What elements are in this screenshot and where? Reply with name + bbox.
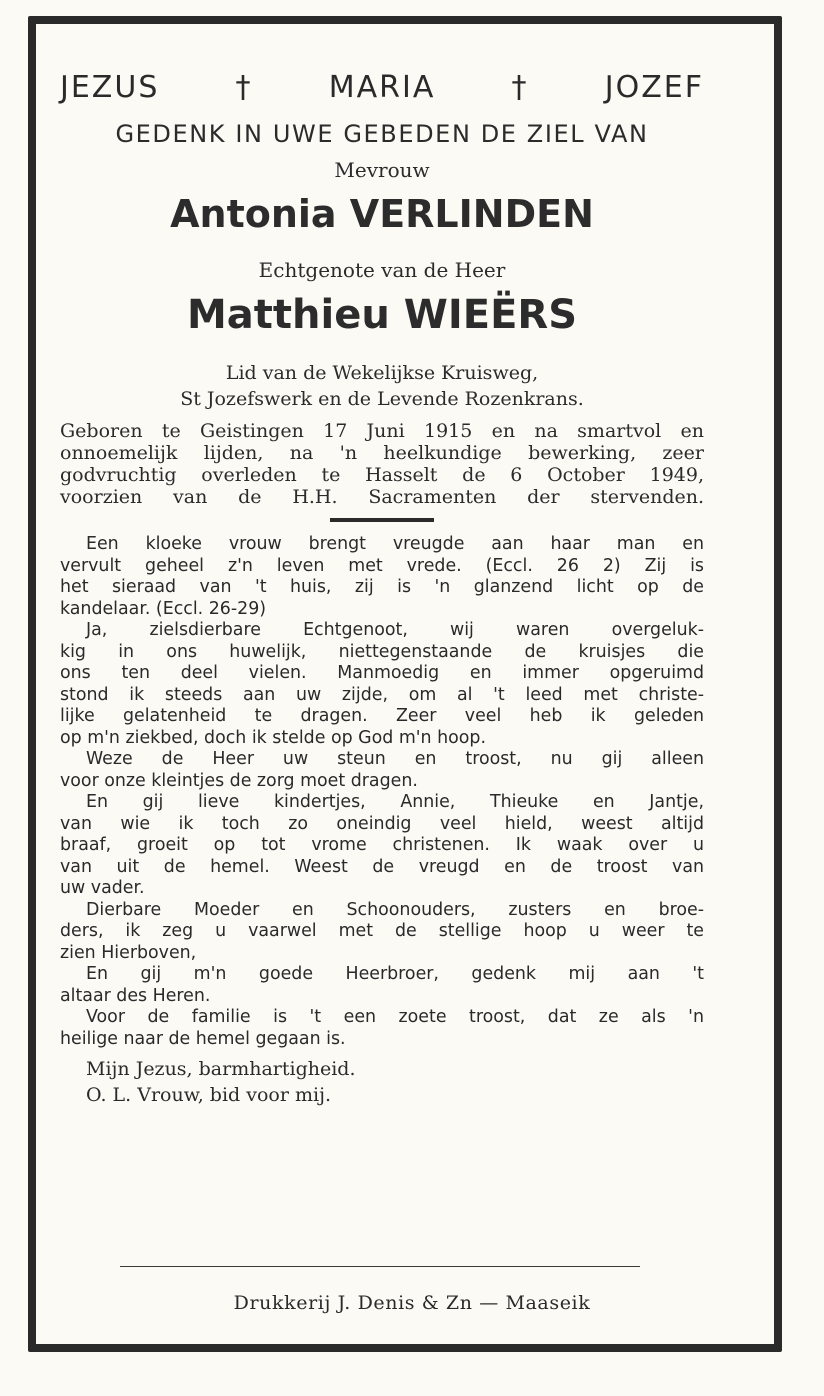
text-line: Weze de Heer uw steun en troost, nu gij alleen xyxy=(86,749,704,769)
cross-icon: † xyxy=(511,70,529,105)
birth-death-line: Geboren te Geistingen 17 Juni 1915 en na smartvol en xyxy=(60,420,704,442)
membership-line: St Jozefswerk en de Levende Rozenkrans. xyxy=(180,388,584,410)
footer-rule xyxy=(120,1266,640,1267)
text-line: Dierbare Moeder en Schoonouders, zusters en broe- xyxy=(86,899,704,920)
membership-line: Lid van de Wekelijkse Kruisweg, xyxy=(225,362,539,384)
text-line: ons ten deel vielen. Manmoedig en immer opgeruimd xyxy=(60,663,704,683)
birth-death-line: onnoemelijk lijden, na 'n heelkundige bewerking, zeer xyxy=(60,442,704,464)
holy-family-header xyxy=(60,70,704,114)
birth-death-line: godvruchtig overleden te Hasselt de 6 October 1949, xyxy=(60,464,704,486)
text-line: En gij lieve kindertjes, Annie, Thieuke en Jantje, xyxy=(86,792,704,812)
text-line: van wie ik toch zo oneindig veel hield, weest altijd xyxy=(60,813,704,834)
spouse-name: Matthieu WIEËRS xyxy=(186,292,578,338)
text-line: zien Hierboven, xyxy=(60,942,197,963)
header-maria: MARIA xyxy=(328,70,436,105)
title-prefix: Mevrouw xyxy=(334,158,430,182)
memorial-card-content xyxy=(60,70,704,1108)
birth-death-paragraph xyxy=(60,420,704,508)
prayer-line: O. L. Vrouw, bid voor mij. xyxy=(86,1084,332,1106)
text-line: Een kloeke vrouw brengt vreugde aan haar man en xyxy=(86,534,704,554)
text-line: vervult geheel z'n leven met vrede. (Eccl. 26 2) Zij is xyxy=(60,555,704,576)
text-line: uw vader. xyxy=(60,878,145,898)
memberships xyxy=(60,360,704,412)
text-line: heilige naar de hemel gegaan is. xyxy=(60,1028,346,1049)
text-line: kig in ons huwelijk, niettegenstaande de kruisjes die xyxy=(60,641,704,662)
closing-prayers xyxy=(60,1056,704,1108)
text-line: van uit de hemel. Weest de vreugd en de troost van xyxy=(60,856,704,877)
text-line: op m'n ziekbed, doch ik stelde op God m'n hoop. xyxy=(60,727,486,748)
text-line: Ja, zielsdierbare Echtgenoot, wij waren overgeluk- xyxy=(86,620,704,640)
text-line: het sieraad van 't huis, zij is 'n glanzend licht op de xyxy=(60,577,704,597)
cross-icon: † xyxy=(235,70,253,105)
header-jezus: JEZUS xyxy=(60,70,160,105)
prayer-line: Mijn Jezus, barmhartigheid. xyxy=(86,1058,356,1080)
text-line: Voor de familie is 't een zoete troost, dat ze als 'n xyxy=(86,1007,704,1027)
text-line: lijke gelatenheid te dragen. Zeer veel heb ik geleden xyxy=(60,706,704,726)
text-line: En gij m'n goede Heerbroer, gedenk mij aan 't xyxy=(86,964,704,984)
deceased-name: Antonia VERLINDEN xyxy=(170,192,594,236)
text-line: braaf, groeit op tot vrome christenen. Ik waak over u xyxy=(60,835,704,855)
text-line: altaar des Heren. xyxy=(60,985,211,1006)
divider-rule xyxy=(330,518,434,522)
intro-line: GEDENK IN UWE GEBEDEN DE ZIEL VAN xyxy=(115,120,649,148)
text-line: voor onze kleintjes de zorg moet dragen. xyxy=(60,770,418,791)
memorial-text xyxy=(60,534,704,1050)
printer-credit: Drukkerij J. Denis & Zn — Maaseik xyxy=(233,1292,591,1314)
header-jozef: JOZEF xyxy=(604,70,704,105)
text-line: ders, ik zeg u vaarwel met de stellige hoop u weer te xyxy=(60,921,704,941)
birth-death-line: voorzien van de H.H. Sacramenten der stervenden. xyxy=(60,486,704,508)
spouse-intro: Echtgenote van de Heer xyxy=(258,258,506,282)
text-line: kandelaar. (Eccl. 26-29) xyxy=(60,598,267,619)
text-line: stond ik steeds aan uw zijde, om al 't leed met christe- xyxy=(60,684,704,705)
